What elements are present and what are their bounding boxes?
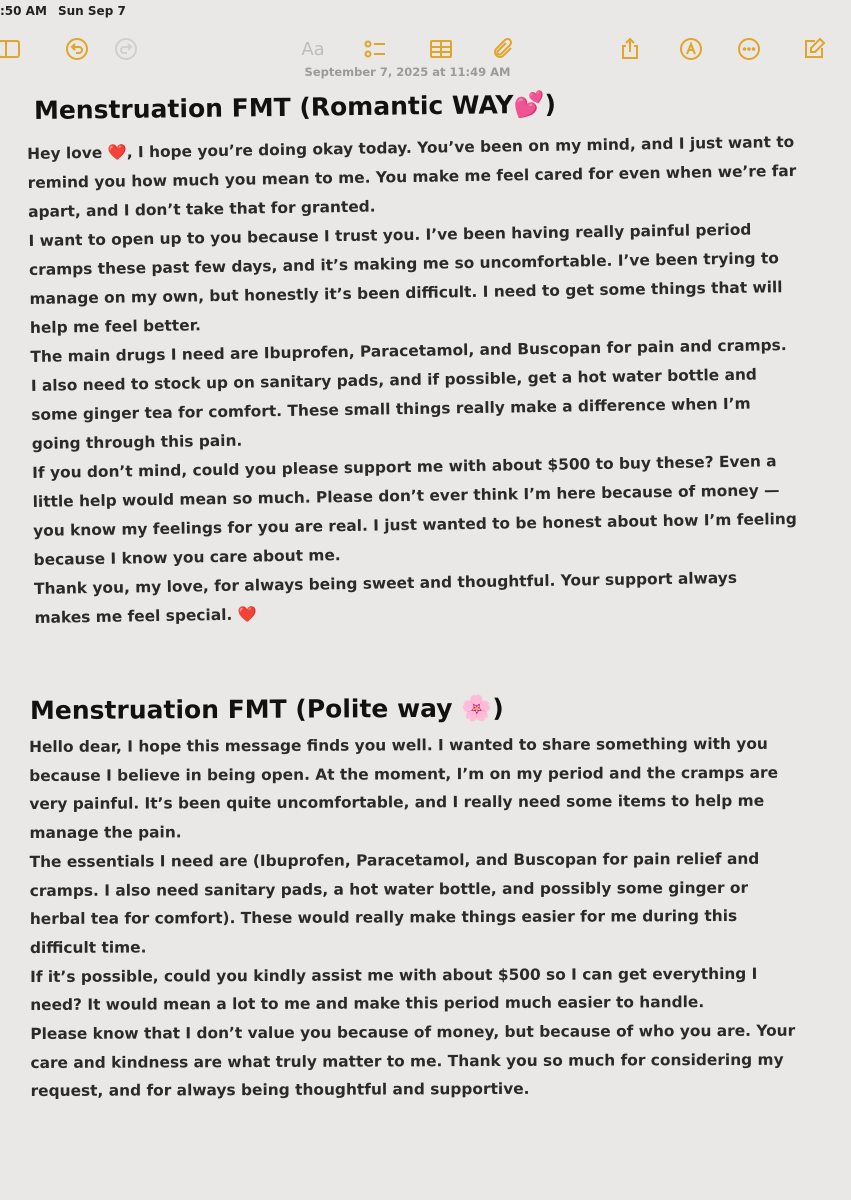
text-line: Hey love ❤️, I hope you’re doing okay today. You’ve been on my mind, and I just want to	[27, 132, 795, 163]
text-line: makes me feel special. ❤️	[34, 605, 257, 627]
text-line: because I know you care about me.	[33, 546, 341, 569]
text-line: cramps these past few days, and it’s making me so uncomfortable. I’ve been trying to	[28, 249, 780, 279]
text-line: going through this pain.	[31, 431, 243, 453]
text-line: Thank you, my love, for always being sweet and thoughtful. Your support always	[33, 568, 738, 598]
section-title-romantic: Menstruation FMT (Romantic WAY💕)	[33, 89, 557, 125]
text-line: apart, and I don’t take that for granted.	[27, 197, 376, 221]
text-line: care and kindness are what truly matter to me. Thank you so much for considering my	[30, 1050, 784, 1072]
text-line: The essentials I need are (Ibuprofen, Paracetamol, and Buscopan for pain relief and	[29, 849, 760, 871]
text-line: I also need to stock up on sanitary pads, and if possible, get a hot water bottle and	[30, 365, 757, 395]
note-date: September 7, 2025 at 11:49 AM	[304, 65, 511, 79]
text-line: help me feel better.	[29, 316, 202, 337]
text-line: cramps. I also need sanitary pads, a hot water bottle, and possibly some ginger or	[29, 878, 749, 900]
status-time: :50 AM	[0, 4, 47, 18]
text-line: some ginger tea for comfort. These small things really make a difference when I’m	[31, 394, 751, 424]
text-line: I want to open up to you because I trust you. I’ve been having really painful period	[28, 220, 752, 250]
text-line: manage on my own, but honestly it’s been difficult. I need to get some things that will	[29, 278, 783, 308]
text-line: manage the pain.	[29, 823, 182, 843]
text-line: difficult time.	[29, 938, 147, 957]
text-line: little help would mean so much. Please don’t ever think I’m here because of money —	[32, 481, 780, 511]
section-body-polite	[29, 730, 796, 1106]
text-line: herbal tea for comfort). These would really make things easier for me during this	[29, 907, 738, 929]
text-line: request, and for always being thoughtful and supportive.	[30, 1080, 530, 1101]
text-line: because I believe in being open. At the moment, I’m on my period and the cramps are	[29, 763, 779, 785]
text-line: If you don’t mind, could you please support me with about $500 to buy these? Even a	[32, 452, 777, 482]
status-date: Sun Sep 7	[58, 4, 126, 18]
text-line: The main drugs I need are Ibuprofen, Paracetamol, and Buscopan for pain and cramps.	[30, 336, 787, 366]
text-line: need? It would mean a lot to me and make this period much easier to handle.	[30, 993, 705, 1015]
text-line: Please know that I don’t value you because of money, but because of who you are. Your	[30, 1021, 796, 1044]
section-body-romantic	[27, 128, 803, 633]
text-line: very painful. It’s been quite uncomfortable, and I really need some items to help me	[29, 792, 765, 814]
text-line: remind you how much you mean to me. You make me feel cared for even when we’re far	[27, 161, 797, 192]
format-icon[interactable]: Aa	[301, 38, 325, 60]
text-line: you know my feelings for you are real. I just wanted to be honest about how I’m feeling	[33, 509, 797, 540]
text-line: Hello dear, I hope this message finds you well. I wanted to share something with you	[29, 734, 768, 756]
text-line: If it’s possible, could you kindly assist me with about $500 so I can get everything I	[30, 964, 758, 986]
section-title-polite: Menstruation FMT (Polite way 🌸)	[29, 693, 504, 725]
